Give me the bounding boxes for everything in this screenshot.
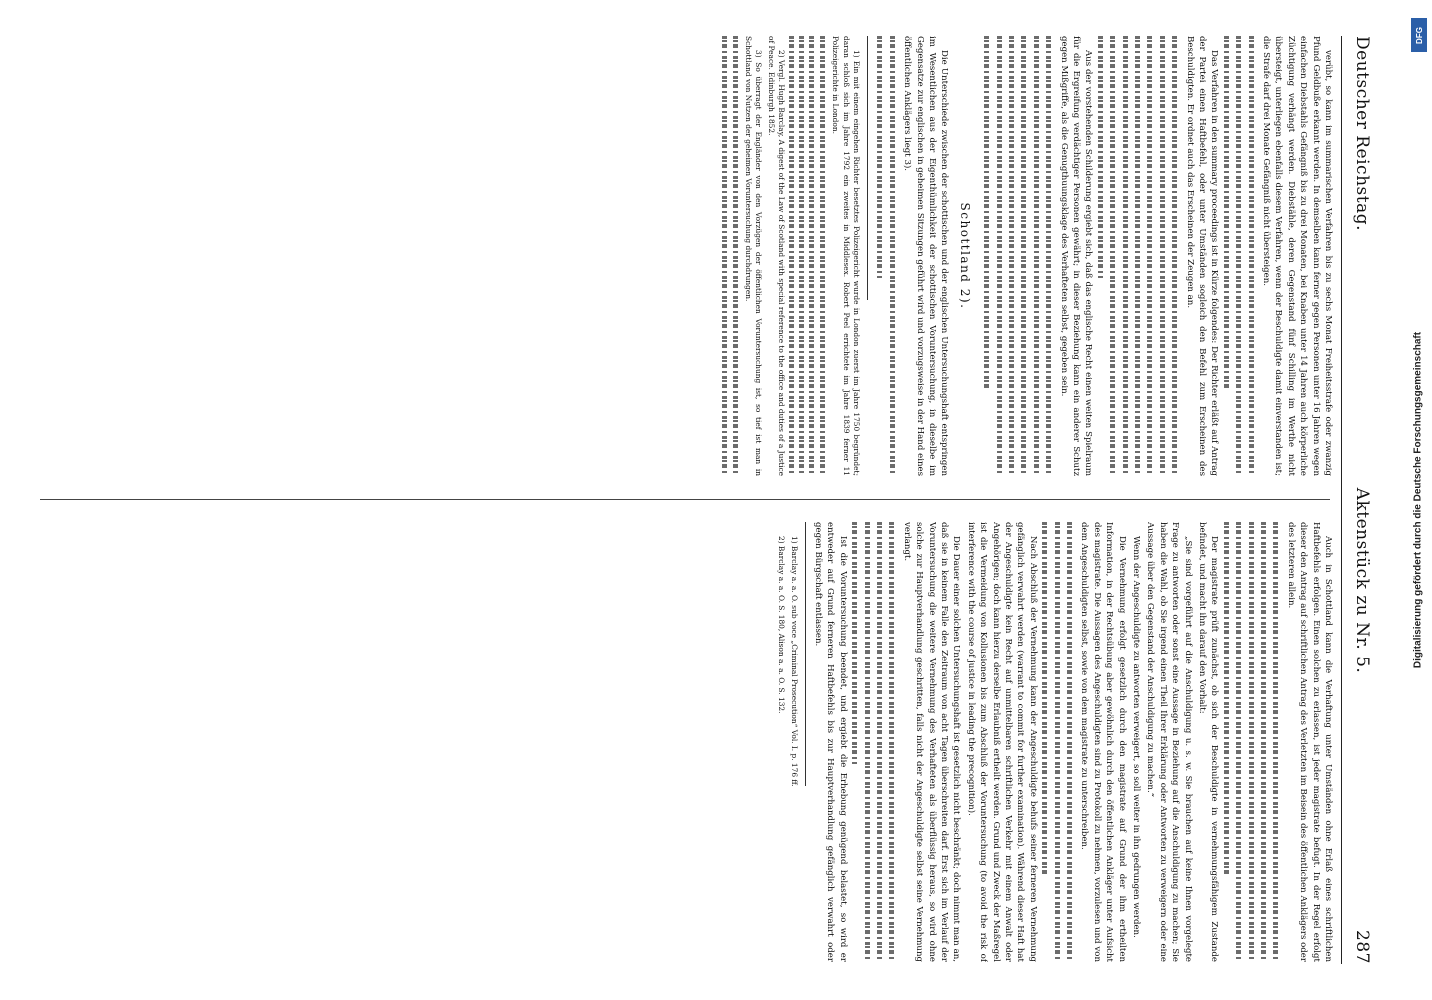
dfg-logo: DFG	[1411, 18, 1427, 52]
footnote: 1) Barclay a. a. O. sub voce „Criminal Prosecution“ Vol. I. p. 176 ff.	[789, 536, 799, 787]
footnote-rule	[867, 36, 868, 300]
footnote-rule	[805, 522, 806, 786]
footnote: 3) So überragt der Engländer von den Vorzügen der öffentlichen Voruntersuchung ist, so tief ist man in Schottland von Nutzen der geheimen Voruntersuchung durchdrungen.	[744, 36, 764, 476]
left-paragraph: Die Unterschiede zwischen der schottischen und der englischen Untersuchungshaft entspringen im Wesentlichen aus der Eigenthümlichkeit der schottischen Voruntersuchung, in dieselbe im Gegensatze zur englischen in geheimen Sitzungen geführt wird und vorzugsweise in der Hand eines öffentlichen Anklägers liegt 3).	[902, 36, 950, 476]
right-paragraph: Wenn der Angeschuldigte zu antworten verweigert, so soll weiter in ihn gedrungen werden.	[1130, 536, 1141, 938]
right-paragraph: Die Dauer einer solchen Untersuchungshaft ist gesetzlich nicht beschränkt; doch nimmt man an, daß sie in keinem Falle den Zeitraum von acht Tagen überschreiten darf. Erst sich im Verlauf der Voruntersuchung die weitere Vernehmung des Verhafteten als überflüssig heraus, so wird ohne solche zur Hauptverhandlung geschritten, falls nicht der Angeschuldigte selbst seine Vernehmung verlangt.	[901, 522, 962, 962]
right-paragraph: Ist die Voruntersuchung beendet, und ergiebt die Erhebung genügend belastet, so wird er entweder auf Grund ferneren Haftbefehls bis zur Hauptverhandlung gefänglich verwahrt oder gegen Bürgschaft entlassen.	[812, 522, 848, 962]
right-column	[34, 522, 1334, 962]
right-paragraph: Der magistrate prüft zunächst, ob sich der Beschuldigte in vernehmungsfähigem Zustande befindet, und macht ihn darauf den Vorhalt:	[1197, 522, 1220, 962]
header-center-title: Aktenstück zu Nr. 5.	[1352, 487, 1372, 674]
footnote: 1) Ein mit einem eingehen Richter besetztes Polizeigericht wurde in London zuerst im Jahre 1750 begründet; daran schloß sich im Jahre 1792 ein zweites in Middlesex. Robert Peel errichtete im Jahre 1839 ferner 11 Polizeigerichte in London.	[831, 36, 862, 476]
footnote: 2) Vergl. Hugh Barclay, A digest of the Law of Scotland with special reference to the office and duties of a Justice of Peace. Edinburgh 1852.	[766, 36, 787, 476]
page-number: 287	[1352, 930, 1372, 964]
right-paragraph: Die Vernehmung erfolgt gesetzlich durch den magistrate auf Grund der ihm ertheilten Information, in der Rechtsübung aber gewöhnlich durch den öffentlichen Ankläger unter Aufsicht des magistrate. Die Aussagen des Angeschuldigten sind zu Protokoll zu nehmen, vorzulesen und von dem Angeschuldigten selbst, sowie von dem magistrate zu unterschreiben.	[1079, 522, 1127, 962]
column-divider	[40, 499, 1330, 500]
right-paragraph: „Sie sind vorgeführt auf die Anschuldigung u. s. w. Sie brauchen auf keine Ihnen vorgelegte Frage zu antworten oder sonst eine Aussage in Beziehung auf die Anschuldigung zu machen; Sie haben die Wahl, ob Sie irgend einen Theil Ihrer Erklärung oder Antworten zu verweigern oder eine Aussage über den Gegenstand der Anschuldigung zu machen.“	[1145, 522, 1193, 962]
digitization-credit	[1407, 0, 1429, 1000]
section-heading: Schottland 2).	[957, 202, 972, 310]
right-paragraph: Auch in Schottland kann die Verhaftung unter Umständen ohne Erlaß eines schriftlichen Haftbefehls erfolgen. Einen solchen zu erlassen, ist jeder magistrate befugt. In der Regel erfolgt dieser den Antrag auf schriftlichen Antrag des Verletzten im Beisein des öffentlichen Anklägers oder des letzteren allein.	[1285, 522, 1333, 962]
right-paragraph: Nach Abschluß der Vernehmung kann der Angeschuldigte behufs seiner ferneren Vernehmung gefänglich verwahrt werden (warrant to commit for further examination). Während dieser Haft hat der Angeschuldigte kein Recht auf unmittelbaren schriftlichen Verkehr mit einem Anwalt oder Angehörigen; doch kann hierzu derselbe Erlaubniß ertheilt werden. Grund und Zweck der Maßregel ist die Vermeidung von Kollusionen bis zum Abschluß der Voruntersuchung (to avoid the risk of interference with the course of justice in leading the precognition).	[965, 522, 1038, 962]
left-paragraph: Das Verfahren in den summary proceedings ist in Kürze folgendes: Der Richter erläßt auf Antrag der Partei einen Haftbefehl, oder unter Umständen sogleich den Befehl zum Erscheinen des Beschuldigten. Er ordnet auch das Erscheinen der Zeugen an.	[1184, 36, 1220, 476]
credit-text: Digitalisierung gefördert durch die Deutsche Forschungsgemeinschaft	[1412, 331, 1424, 669]
footnote: 2) Barclay a. a. O. S. 180, Alison a. a. O. S. 132.	[777, 536, 787, 714]
left-column	[34, 36, 1334, 476]
left-paragraph: verübt, so kann im summarischen Verfahren bis zu sechs Monat Freiheitsstrafe oder zwanzig Pfund Geldbuße erkannt werden. In demselben kann ferner gegen Personen unter 16 Jahren wegen einfachen Diebstahls Gefängniß bis zu drei Monaten, bei Knaben unter 14 Jahren auch körperliche Züchtigung verhängt werden. Diebstähle, deren Gegenstand fünf Schilling im Werthe nicht übersteigt, unterliegen ebenfalls diesem Verfahren, wenn der Beschuldigte damit einverstanden ist; die Strafe darf drei Monate Gefängniß nicht übersteigen.	[1260, 36, 1333, 476]
header-left-title: Deutscher Reichstag.	[1352, 36, 1372, 231]
page-header	[1341, 36, 1382, 964]
left-paragraph: Aus der vorstehenden Schilderung ergiebt sich, daß das englische Recht einen weiten Spielraum für die Ergreifung verdächtiger Personen gewährt; in dieser Beziehung kann ein anderer Schutz gegen Mißgriffe, als die Genugthuungsklage des Verhafteten selbst, gegeben sein.	[1058, 36, 1094, 476]
